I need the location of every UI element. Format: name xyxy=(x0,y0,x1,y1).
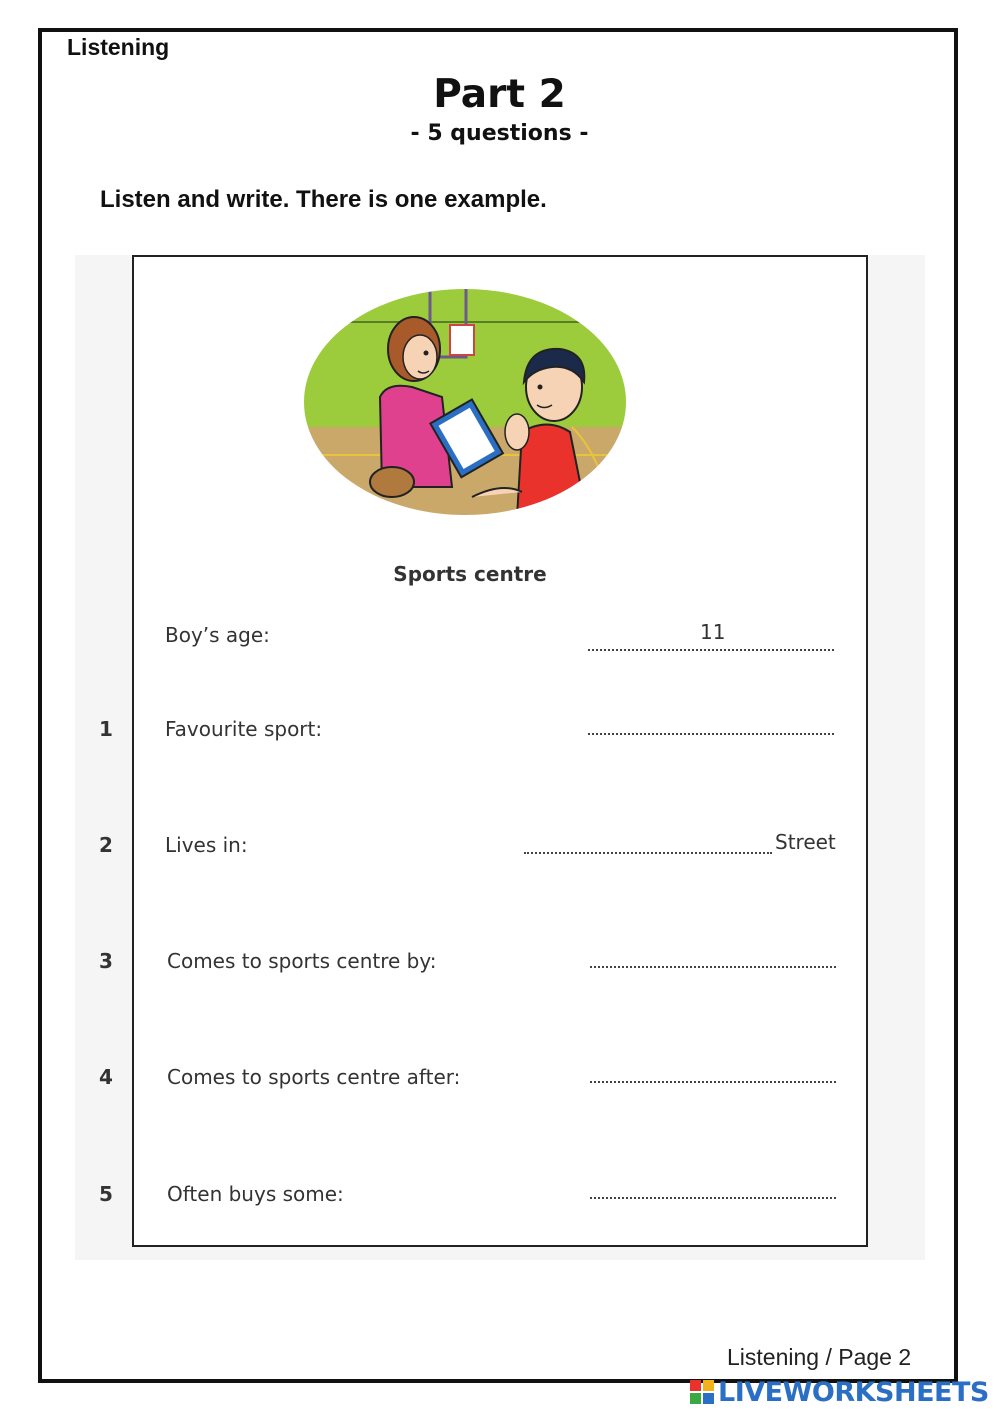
question-label: Comes to sports centre after: xyxy=(167,1065,461,1089)
brand-logo[interactable] xyxy=(690,1376,989,1408)
liveworksheets-logo-icon xyxy=(690,1380,714,1404)
example-answer-line xyxy=(588,649,834,651)
form-title: Sports centre xyxy=(393,562,547,586)
answer-line[interactable] xyxy=(590,1197,836,1199)
question-number: 3 xyxy=(99,949,113,973)
answer-line[interactable] xyxy=(590,966,836,968)
answer-suffix: Street xyxy=(775,830,836,854)
question-number: 4 xyxy=(99,1065,113,1089)
question-label: Comes to sports centre by: xyxy=(167,949,437,973)
sports-centre-illustration xyxy=(302,287,628,517)
part-title: Part 2 xyxy=(433,72,566,117)
example-label: Boy’s age: xyxy=(165,623,270,647)
section-label: Listening xyxy=(67,34,170,60)
answer-line[interactable] xyxy=(590,1081,836,1083)
question-number: 5 xyxy=(99,1182,113,1206)
question-number: 2 xyxy=(99,833,113,857)
question-label: Often buys some: xyxy=(167,1182,344,1206)
answer-line[interactable] xyxy=(588,733,834,735)
question-label: Favourite sport: xyxy=(165,717,323,741)
answer-line[interactable] xyxy=(524,852,772,854)
question-number: 1 xyxy=(99,717,113,741)
part-subtitle: - 5 questions - xyxy=(410,121,589,146)
example-answer: 11 xyxy=(700,620,726,644)
page-footer: Listening / Page 2 xyxy=(727,1344,912,1370)
question-label: Lives in: xyxy=(165,833,248,857)
brand-name: LIVEWORKSHEETS xyxy=(718,1376,989,1408)
instruction-text: Listen and write. There is one example. xyxy=(100,186,547,213)
